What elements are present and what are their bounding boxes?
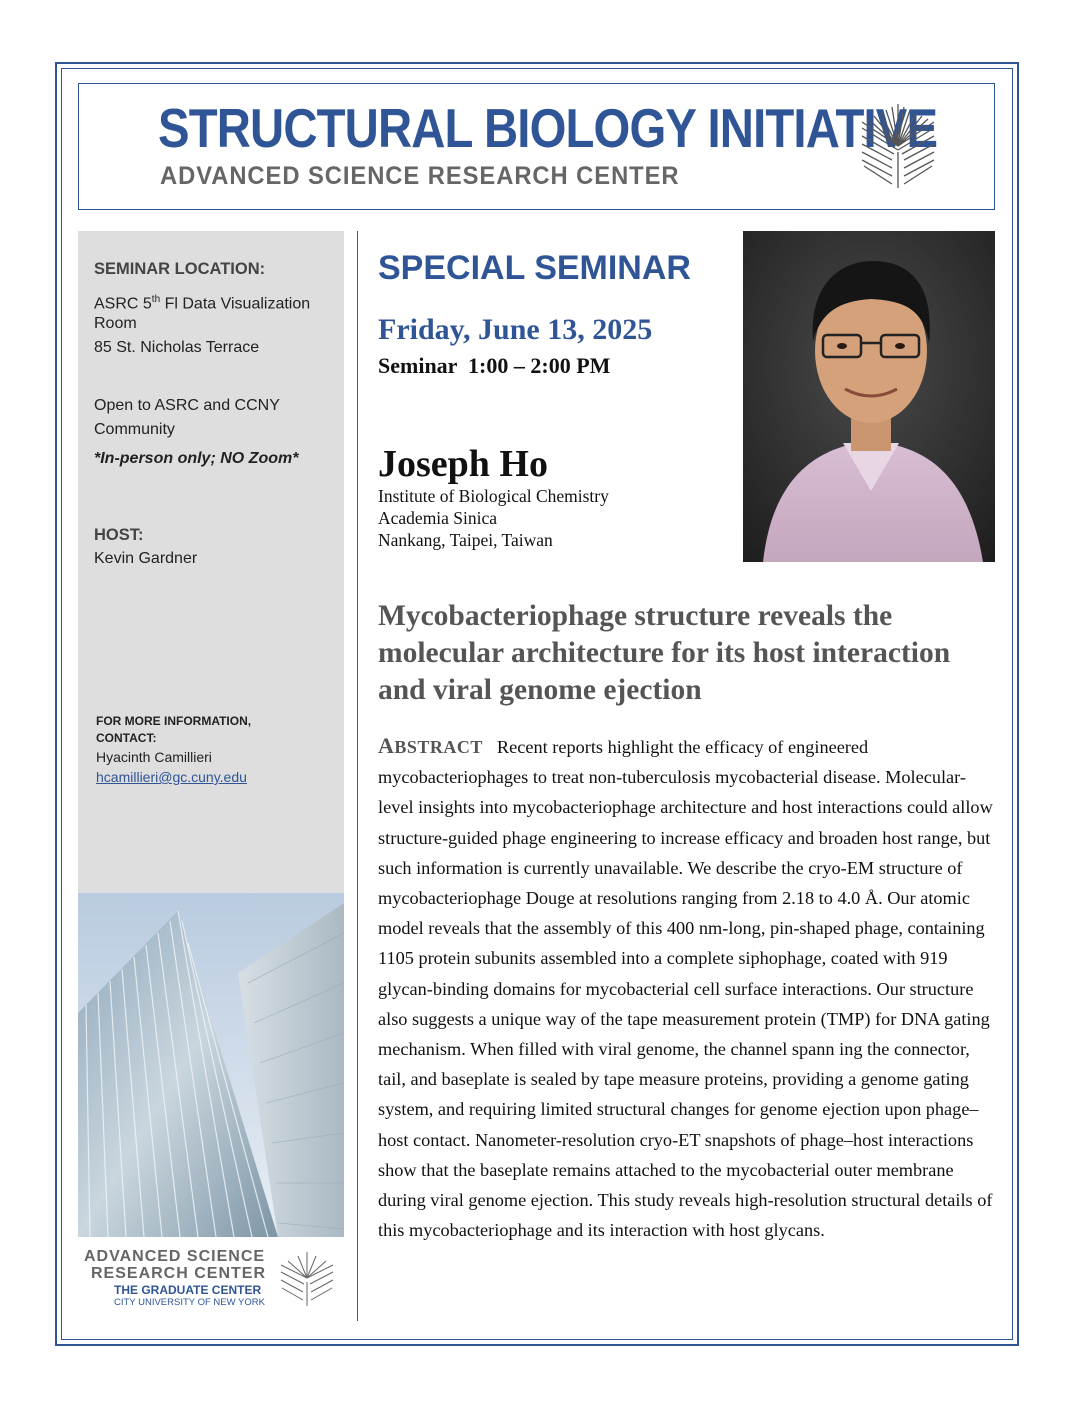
building-photo (78, 893, 344, 1237)
logo-line3: THE GRADUATE CENTER (114, 1283, 262, 1297)
cube-logo-icon (858, 102, 938, 190)
location-line2: Room (94, 315, 137, 332)
event-label: SPECIAL SEMINAR (378, 249, 691, 287)
speaker-photo (743, 231, 995, 562)
location-line3: 85 St. Nicholas Terrace (94, 339, 260, 356)
logo-line4: CITY UNIVERSITY OF NEW YORK (114, 1297, 265, 1308)
open-line2: Community (94, 421, 175, 438)
event-date: Friday, June 13, 2025 (378, 313, 653, 346)
host-name: Kevin Gardner (94, 550, 198, 567)
column-divider (357, 231, 358, 1321)
location-line1: ASRC 5th Fl Data Visualization (94, 294, 311, 313)
contact-name: Hyacinth Camillieri (96, 749, 212, 765)
logo-line1: ADVANCED SCIENCE (84, 1248, 266, 1265)
speaker-affiliation-line3: Nankang, Taipei, Taiwan (378, 530, 553, 550)
abstract-paragraph (378, 731, 998, 1245)
speaker-affiliation-line1: Institute of Biological Chemistry (378, 486, 609, 506)
header-title: STRUCTURAL BIOLOGY INITIATIVE (158, 97, 938, 159)
event-time: Seminar 1:00 – 2:00 PM (378, 353, 611, 378)
asrc-gc-logo (82, 1246, 342, 1310)
contact-email-link[interactable]: hcamillieri@gc.cuny.edu (96, 769, 247, 785)
abstract-label: ABSTRACT (378, 733, 483, 758)
more-info-line1: FOR MORE INFORMATION, (96, 714, 252, 728)
open-line1: Open to ASRC and CCNY (94, 397, 280, 414)
abstract-text: Recent reports highlight the efficacy of engineered mycobacteriophages to treat non-tuberculosis mycobacterial disease. Molecular-level insights into mycobacteriophage architecture and host interactions could allow structure-guided phage engineering to increase efficacy and broaden host range, but such information is currently unavailable. We describe the cryo-EM structure of mycobacteriophage Douge at resolutions ranging from 2.18 to 4.0 Å. Our atomic model reveals that the assembly of this 400 nm-long, pin-shaped phage, containing 1105 protein subunits assembled into a complete siphophage, coated with 919 glycan-binding domains for mycobacterial cell surface interactions. Our structure also suggests a unique way of the tape measurement protein (TMP) for DNA gating mechanism. When filled with viral genome, the channel spann ing the connector, tail, and baseplate is sealed by tape measure proteins, providing a genome gating system, and requiring limited structural changes for genome ejection upon phage–host contact. Nanometer-resolution cryo-ET snapshots of phage–host interactions show that the baseplate remains attached to the mycobacterial outer membrane during viral genome ejection. This study reveals high-resolution structural details of this mycobacteriophage and its interaction with host glycans. (378, 737, 993, 1241)
logo-line2: RESEARCH CENTER (91, 1265, 267, 1282)
speaker-affiliation-line2: Academia Sinica (378, 508, 498, 528)
cube-small-icon (278, 1250, 336, 1308)
more-info-line2: CONTACT: (96, 731, 157, 745)
talk-title: Mycobacteriophage structure reveals the molecular architecture for its host interaction and viral genome ejection (378, 600, 951, 706)
header-subtitle: ADVANCED SCIENCE RESEARCH CENTER (160, 162, 680, 190)
speaker-name: Joseph Ho (378, 443, 548, 485)
host-heading: HOST: (94, 526, 144, 544)
location-heading: SEMINAR LOCATION: (94, 260, 266, 278)
in-person-note: *In-person only; NO Zoom* (94, 450, 299, 467)
